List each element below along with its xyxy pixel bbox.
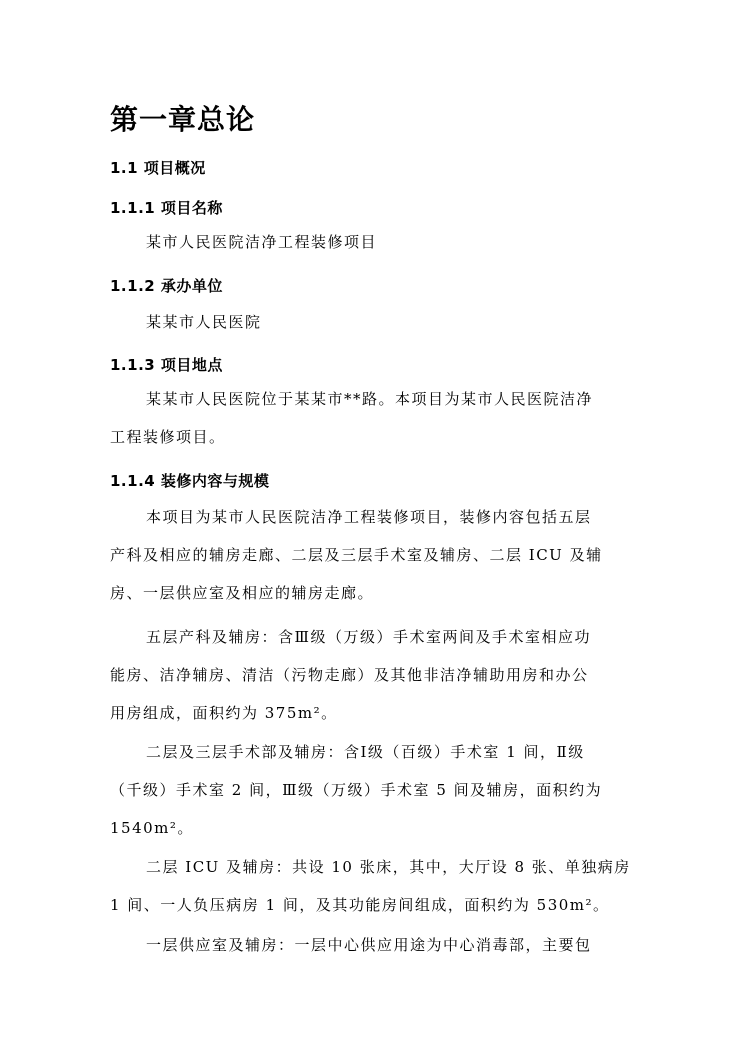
scope-paragraph-3 (110, 733, 640, 847)
scope-paragraph-1 (110, 498, 640, 612)
text-line: 用房组成，面积约为 375m²。 (110, 704, 338, 722)
text-line: 1 间、一人负压病房 1 间，及其功能房间组成，面积约为 530m²。 (110, 896, 610, 914)
text-line: （千级）手术室 2 间，Ⅲ级（万级）手术室 5 间及辅房，面积约为 (110, 781, 603, 799)
text-line: 二层及三层手术部及辅房：含Ⅰ级（百级）手术室 1 间，Ⅱ级 (146, 743, 585, 761)
text-line: 能房、洁净辅房、清洁（污物走廊）及其他非洁净辅助用房和办公 (110, 666, 589, 684)
text-line: 某某市人民医院 (146, 313, 262, 331)
section-heading-1-1-1: 1.1.1 项目名称 (110, 199, 223, 217)
section-heading-1-1-4: 1.1.4 装修内容与规模 (110, 472, 270, 490)
scope-paragraph-4 (110, 848, 640, 924)
section-heading-1-1: 1.1 项目概况 (110, 159, 206, 177)
text-line: 1540m²。 (110, 819, 194, 837)
text-line: 房、一层供应室及相应的辅房走廊。 (110, 584, 375, 602)
scope-paragraph-5 (110, 926, 640, 964)
text-line: 产科及相应的辅房走廊、二层及三层手术室及辅房、二层 ICU 及辅 (110, 546, 603, 564)
text-line: 本项目为某市人民医院洁净工程装修项目，装修内容包括五层 (146, 508, 592, 526)
text-line: 一层供应室及辅房：一层中心供应用途为中心消毒部，主要包 (146, 936, 592, 954)
chapter-title: 第一章总论 (110, 103, 256, 136)
section-heading-1-1-2: 1.1.2 承办单位 (110, 277, 223, 295)
text-line: 五层产科及辅房：含Ⅲ级（万级）手术室两间及手术室相应功 (146, 628, 591, 646)
text-line: 某市人民医院洁净工程装修项目 (146, 233, 378, 251)
scope-paragraph-2 (110, 618, 640, 732)
text-line: 某某市人民医院位于某某市**路。本项目为某市人民医院洁净 (146, 390, 594, 408)
location-paragraph (110, 380, 640, 456)
organizer-text (110, 303, 640, 341)
section-heading-1-1-3: 1.1.3 项目地点 (110, 356, 223, 374)
project-name-text (110, 223, 640, 261)
text-line: 二层 ICU 及辅房：共设 10 张床，其中，大厅设 8 张、单独病房 (146, 858, 631, 876)
text-line: 工程装修项目。 (110, 428, 226, 446)
